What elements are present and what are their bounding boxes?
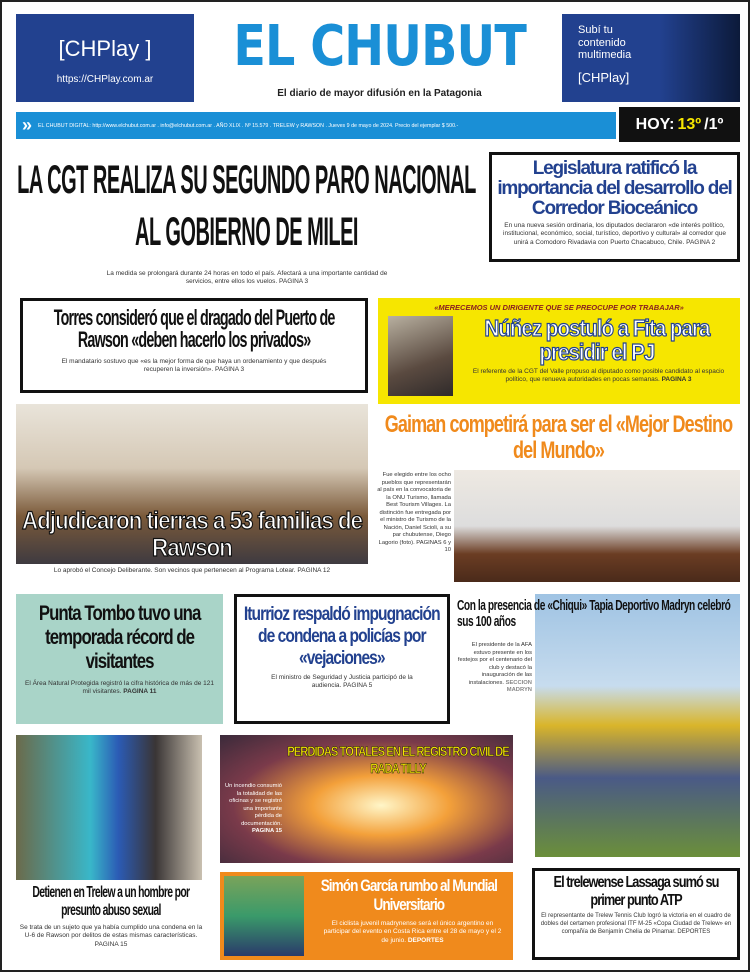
madryn-headline[interactable]: Con la presencia de «Chiqui» Tapia Deportivo Madryn celebró sus 100 años (457, 598, 731, 630)
simon-headline: Simón García rumbo al Mundial Universitario (320, 876, 497, 914)
temp-max: 13º (677, 115, 702, 133)
lassaga-summary: El representante de Trelew Tennis Club logró la victoria en el cuadro de dobles del certamen profesional ITF M-25 «Copa Ciudad de Trelew» en compañía de Benjamín Chelia de Pinamar. DEPORTES (540, 913, 732, 935)
main-summary: La medida se prolongará durante 24 horas en todo el país. Afectará a una importante cantidad de servicios, entre ellos los vuelos. PAGINA 3 (106, 270, 388, 286)
page-ref: PAGINA 15 (252, 828, 282, 835)
rada-tilly-story[interactable] (220, 735, 513, 863)
tagline: El diario de mayor difusión en la Patagonia (277, 88, 482, 99)
madryn-photo (535, 594, 740, 857)
simon-photo (224, 876, 304, 956)
iturrioz-summary: El ministro de Seguridad y Justicia participó de la audiencia. PAGINA 5 (271, 674, 413, 690)
page-ref: PAGINA 3 (661, 376, 692, 384)
detienen-headline[interactable]: Detienen en Trelew a un hombre por presunto abuso sexual (32, 884, 190, 919)
main-headline[interactable]: LA CGT REALIZA SU SEGUNDO PARO NACIONAL AL GOBIERNO DE MILEI (17, 158, 476, 254)
weather-label: HOY: (635, 115, 675, 133)
page-ref: PAGINA 11 (123, 688, 157, 696)
legislatura-summary: En una nueva sesión ordinaria, los diputados declararon «de interés político, institucional, económico, social, turístico, deportivo y cultural» al corredor que unirá a Comodoro Rivadavia con Puerto Chacabuco, Chile. (503, 222, 726, 246)
lassaga-headline: El trelewense Lassaga sumó su primer punto ATP (553, 874, 719, 909)
page-ref: DEPORTES (407, 936, 444, 944)
iturrioz-headline: Iturrioz respaldó impugnación de condena a policías por «vejaciones» (243, 603, 440, 669)
info-bar (16, 112, 616, 139)
nunez-kicker: «MERECEMOS UN DIRIGENTE QUE SE PREOCUPE POR TRABAJAR» (434, 303, 684, 312)
iturrioz-story[interactable] (234, 594, 450, 724)
nunez-story[interactable] (378, 298, 740, 404)
chplay-brand: [CHPlay ] (58, 36, 152, 61)
detienen-summary: Se trata de un sujeto que ya había cumplido una condena en la U-6 de Rawson por delitos de estas mismas características. PAGINA 15 (19, 924, 203, 948)
chplay-ad-left[interactable] (16, 14, 194, 102)
simon-summary: El ciclista juvenil madrynense será el único argentino en participar del evento en Costa Rica entre el 28 de mayo y el 2 de junio. (323, 920, 502, 944)
chplay-ad-right[interactable] (562, 14, 740, 102)
torres-headline: Torres consideró que el dragado del Puerto de Rawson «deben hacerlo los privados» (53, 305, 335, 353)
ad-brand: [CHPlay] (578, 69, 630, 85)
tierras-summary: Lo aprobó el Concejo Deliberante. Son vecinos que pertenecen al Programa Lotear. PAGINA 12 (53, 567, 331, 574)
punta-tombo-summary: El Área Natural Protegida registró la cifra histórica de más de 121 mil visitantes. (25, 680, 214, 696)
page-ref: PAGINA 2 (686, 238, 716, 246)
chplay-url: https://CHPlay.com.ar (56, 74, 154, 85)
gaiman-photo (454, 470, 740, 582)
nunez-photo (388, 316, 453, 396)
temp-min: /1º (704, 115, 724, 133)
gaiman-headline[interactable]: Gaiman competirá para ser el «Mejor Destino del Mundo» (384, 411, 733, 464)
rada-tilly-summary: Un incendio consumió la totalidad de las oficinas y se registró una importante pérdida de documentación. (224, 783, 282, 827)
gaiman-summary: Fue elegido entre los ocho pueblos que representarán al país en la convocatoria de la ONU Turismo, llamada Best Tourism Villages. La distinción fue entregada por el ministro de Turismo de la Nación, Daniel Scioli, a su par chubutense, Diego Lagorio (foto). PAGINAS 6 y 10 (377, 472, 451, 554)
nunez-summary: El referente de la CGT del Valle propuso al diputado como posible candidato al espacio político, que renueva autoridades en pocas semanas. (472, 368, 725, 384)
legislatura-story[interactable] (489, 152, 740, 262)
ad-text: Subí tu contenido multimedia (578, 24, 632, 62)
logo: EL CHUBUT (233, 14, 526, 79)
legislatura-headline: Legislatura ratificó la importancia del desarrollo del Corredor Bioceánico (497, 158, 732, 219)
rada-tilly-headline: PERDIDAS TOTALES EN EL REGISTRO CIVIL DE RADA TILLY (287, 743, 509, 776)
madryn-summary: El presidente de la AFA estuvo presente en los festejos por el centenario del club y destacó la inauguración de las instalaciones. (457, 642, 532, 686)
tierras-headline: Adjudicaron tierras a 53 familias de Rawson (21, 507, 362, 562)
detienen-photo (16, 735, 202, 880)
torres-story[interactable] (20, 298, 368, 393)
weather-box (619, 107, 740, 142)
chevron-right-icon: » (22, 115, 33, 135)
nunez-headline: Núñez postuló a Fita para presidir el PJ (484, 315, 710, 365)
punta-tombo-story[interactable] (16, 594, 223, 724)
torres-summary: El mandatario sostuvo que «es la mejor forma de que haya un ordenamiento y que después recuperen la inversión». PAGINA 3 (61, 357, 327, 374)
simon-story[interactable] (220, 872, 513, 960)
punta-tombo-headline: Punta Tombo tuvo una temporada récord de visitantes (38, 602, 201, 673)
info-text: EL CHUBUT DIGITAL: http://www.elchubut.com.ar . info@elchubut.com.ar . AÑO XLIX . Nº 15.579 . TRELEW y RAWSON . Jueves 9 de mayo de 2024. Precio del ejemplar $ 500.- (38, 122, 459, 129)
page-ref: SECCION MADRYN (505, 679, 532, 694)
lassaga-story[interactable] (532, 868, 740, 960)
